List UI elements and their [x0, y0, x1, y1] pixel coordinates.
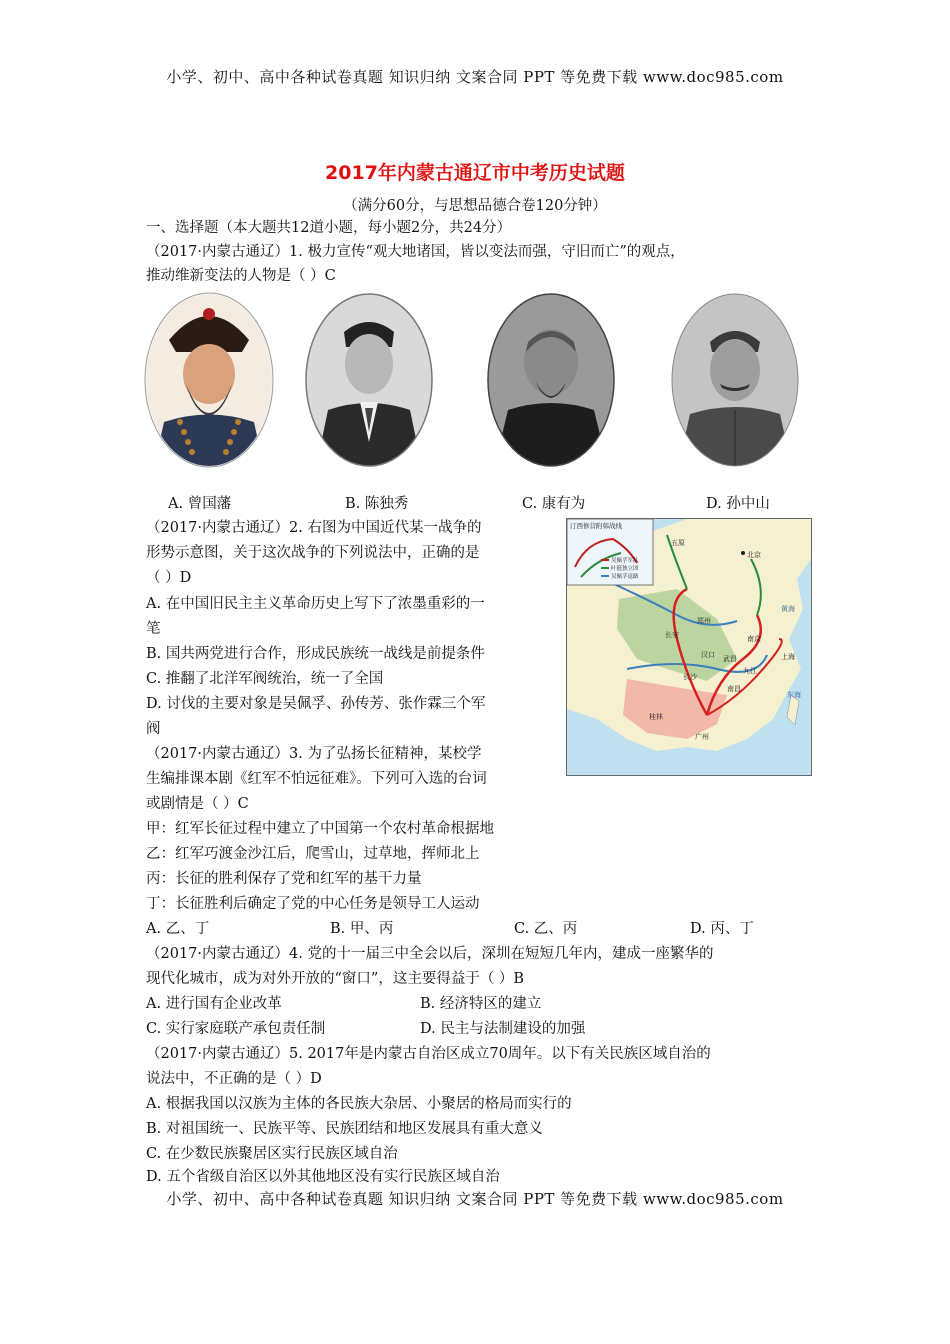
page-footer: 小学、初中、高中各种试卷真题 知识归纳 文案合同 PPT 等免费下载 www.doc985.com [166, 1190, 784, 1208]
map-inset-title: 汀西修营附韩战线 [570, 522, 622, 530]
q4-stem-line2: 现代化城市，成为对外开放的“窗口”，这主要得益于（ ）B [146, 971, 525, 987]
map-label-donghai: 东海 [787, 691, 801, 699]
exam-subtitle: （满分60分，与思想品德合卷120分钟） [343, 198, 607, 214]
q2-option-c: C. 推翻了北洋军阀统治，统一了全国 [146, 671, 384, 687]
map-label-beijing: 北京 [747, 551, 761, 559]
q5-option-d: D. 五个省级自治区以外其他地区没有实行民族区域自治 [146, 1169, 500, 1185]
q3-line: 生编排课本剧《红军不怕远征难》。下列可入选的台词 [146, 771, 487, 787]
q2-option-a-cont: 笔 [146, 621, 161, 637]
q3-line: 或剧情是（ ）C [146, 796, 249, 812]
q2-line: （2017·内蒙古通辽）2. 右图为中国近代某一战争的 [146, 520, 482, 536]
portrait-sun-yat-sen [670, 292, 800, 468]
map-label-huanghai: 黄海 [781, 605, 795, 613]
q1-option-a: A. 曾国藩 [168, 496, 232, 512]
q3-option-b: B. 甲、丙 [330, 921, 394, 937]
page-header: 小学、初中、高中各种试卷真题 知识归纳 文案合同 PPT 等免费下载 www.doc985.com [166, 68, 784, 86]
q3-statement-jia: 甲：红军长征过程中建立了中国第一个农村革命根据地 [146, 821, 494, 837]
q4-option-d: D. 民主与法制建设的加强 [420, 1021, 586, 1037]
q1-option-b: B. 陈独秀 [345, 496, 409, 512]
q4-stem-line1: （2017·内蒙古通辽）4. 党的十一届三中全会以后，深圳在短短几年内，建成一座繁华的 [146, 946, 714, 962]
q3-option-a: A. 乙、丁 [146, 921, 210, 937]
map-label-guangzhou: 广州 [695, 733, 709, 741]
q1-option-d: D. 孙中山 [706, 496, 770, 512]
exam-title: 2017年内蒙古通辽市中考历史试题 [325, 162, 625, 184]
q3-line: （2017·内蒙古通辽）3. 为了弘扬长征精神，某校学 [146, 746, 482, 762]
map-label-shanghai: 上海 [781, 653, 795, 661]
q5-stem-line1: （2017·内蒙古通辽）5. 2017年是内蒙古自治区成立70周年。以下有关民族区域自治的 [146, 1046, 711, 1062]
map-label-zhengzhou: 郑州 [697, 617, 711, 625]
q2-option-d-cont: 阀 [146, 721, 161, 737]
q1-stem-line1: （2017·内蒙古通辽）1. 极力宣传“观大地诸国，皆以变法而强，守旧而亡”的观点， [146, 244, 685, 260]
q4-option-a: A. 进行国有企业改革 [146, 996, 282, 1012]
map-label-hankou: 汉口 [701, 651, 715, 659]
map-label-wuchang: 武昌 [723, 655, 737, 663]
portrait-kang-youwei [486, 292, 616, 468]
q5-option-a: A. 根据我国以汉族为主体的各民族大杂居、小聚居的格局而实行的 [146, 1096, 572, 1112]
q5-option-b: B. 对祖国统一、民族平等、民族团结和地区发展具有重大意义 [146, 1121, 543, 1137]
map-label-nanjing: 南京 [747, 635, 761, 643]
map-label-changan: 长安 [665, 631, 679, 639]
map-label-wuyuan: 五原 [671, 539, 685, 547]
q2-line: 形势示意图，关于这次战争的下列说法中，正确的是 [146, 545, 480, 561]
q3-statement-yi: 乙：红军巧渡金沙江后，爬雪山，过草地，挥师北上 [146, 846, 480, 862]
q5-stem-line2: 说法中，不正确的是（ ）D [146, 1071, 322, 1087]
map-label-changsha: 长沙 [683, 673, 697, 681]
q3-option-d: D. 丙、丁 [690, 921, 754, 937]
q3-statement-bing: 丙：长征的胜利保存了党和红军的基干力量 [146, 871, 422, 887]
map-legend-3: 吴佩孚退路 [611, 574, 639, 580]
map-label-guilin: 桂林 [649, 713, 663, 721]
map-label-nanchang: 南昌 [727, 685, 741, 693]
map-legend-1: 吴佩孚军队 [611, 558, 639, 564]
q4-option-b: B. 经济特区的建立 [420, 996, 542, 1012]
q5-option-c: C. 在少数民族聚居区实行民族区域自治 [146, 1146, 398, 1162]
map-legend-2: 叶挺独立团 [611, 566, 639, 572]
q4-option-c: C. 实行家庭联产承包责任制 [146, 1021, 326, 1037]
q1-stem-line2: 推动维新变法的人物是（ ）C [146, 268, 336, 284]
q3-option-c: C. 乙、丙 [514, 921, 578, 937]
section-heading: 一、选择题（本大题共12道小题，每小题2分，共24分） [146, 220, 512, 236]
portrait-chen-duxiu [304, 292, 434, 468]
q2-option-a: A. 在中国旧民主主义革命历史上写下了浓墨重彩的一 [146, 596, 485, 612]
q3-statement-ding: 丁：长征胜利后确定了党的中心任务是领导工人运动 [146, 896, 480, 912]
q2-option-b: B. 国共两党进行合作，形成民族统一战线是前提条件 [146, 646, 485, 662]
q2-option-d: D. 讨伐的主要对象是吴佩孚、孙传芳、张作霖三个军 [146, 696, 486, 712]
portrait-zeng-guofan [144, 292, 274, 468]
map-label-jiujiang: 九江 [743, 667, 757, 675]
northern-expedition-map [566, 518, 812, 776]
q1-option-c: C. 康有为 [522, 496, 586, 512]
q2-line: （ ）D [146, 570, 192, 586]
